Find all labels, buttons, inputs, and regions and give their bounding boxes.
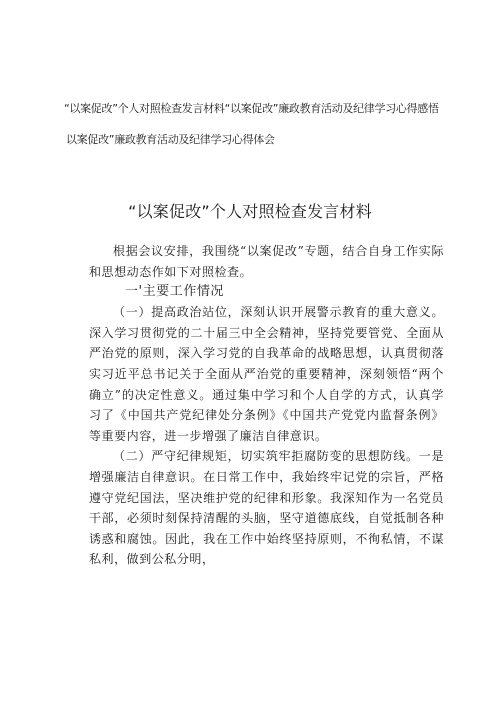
document-body [89,241,444,570]
intro-paragraph: 根据会议安排，我围绕“以案促改”专题，结合自身工作实际和思想动态作如下对照检查。 [89,244,444,279]
header-title-line: “以案促改”个人对照检查发言材料“以案促改”廉政教育活动及纪律学习心得感悟 [64,102,439,115]
paragraph-1: （一）提高政治站位，深刻认识开展警示教育的重大意义。深入学习贯彻党的二十届三中全会精神，坚持党要管党、全面从严治党的原则，深入学习党的自我革命的战略思想，认真贯彻落实习近平总书记关于全面从严治党的重要精神，深刻领悟“两个确立”的决定性意义。通过集中学习和个人自学的方式，认真学习了《中国共产党纪律处分条例》《中国共产党党内监督条例》等重要内容，进一步增强了廉洁自律意识。 [89,305,444,443]
document-title: “以案促改”个人对照检查发言材料 [128,202,372,221]
header-subtitle-line: 以案促改”廉政教育活动及纪律学习心得体会 [66,133,275,146]
section-heading: 一'主要工作情况 [125,284,224,300]
paragraph-2: （二）严守纪律规矩，切实筑牢拒腐防变的思想防线。一是增强廉洁自律意识。在日常工作中，我始终牢记党的宗旨，严格遵守党纪国法，坚决维护党的纪律和形象。我深知作为一名党员干部，必须时刻保持清醒的头脑，坚守道德底线，自觉抵制各种诱惑和腐蚀。因此，我在工作中始终坚持原则，不徇私情，不谋私利，做到公私分明， [89,449,444,567]
